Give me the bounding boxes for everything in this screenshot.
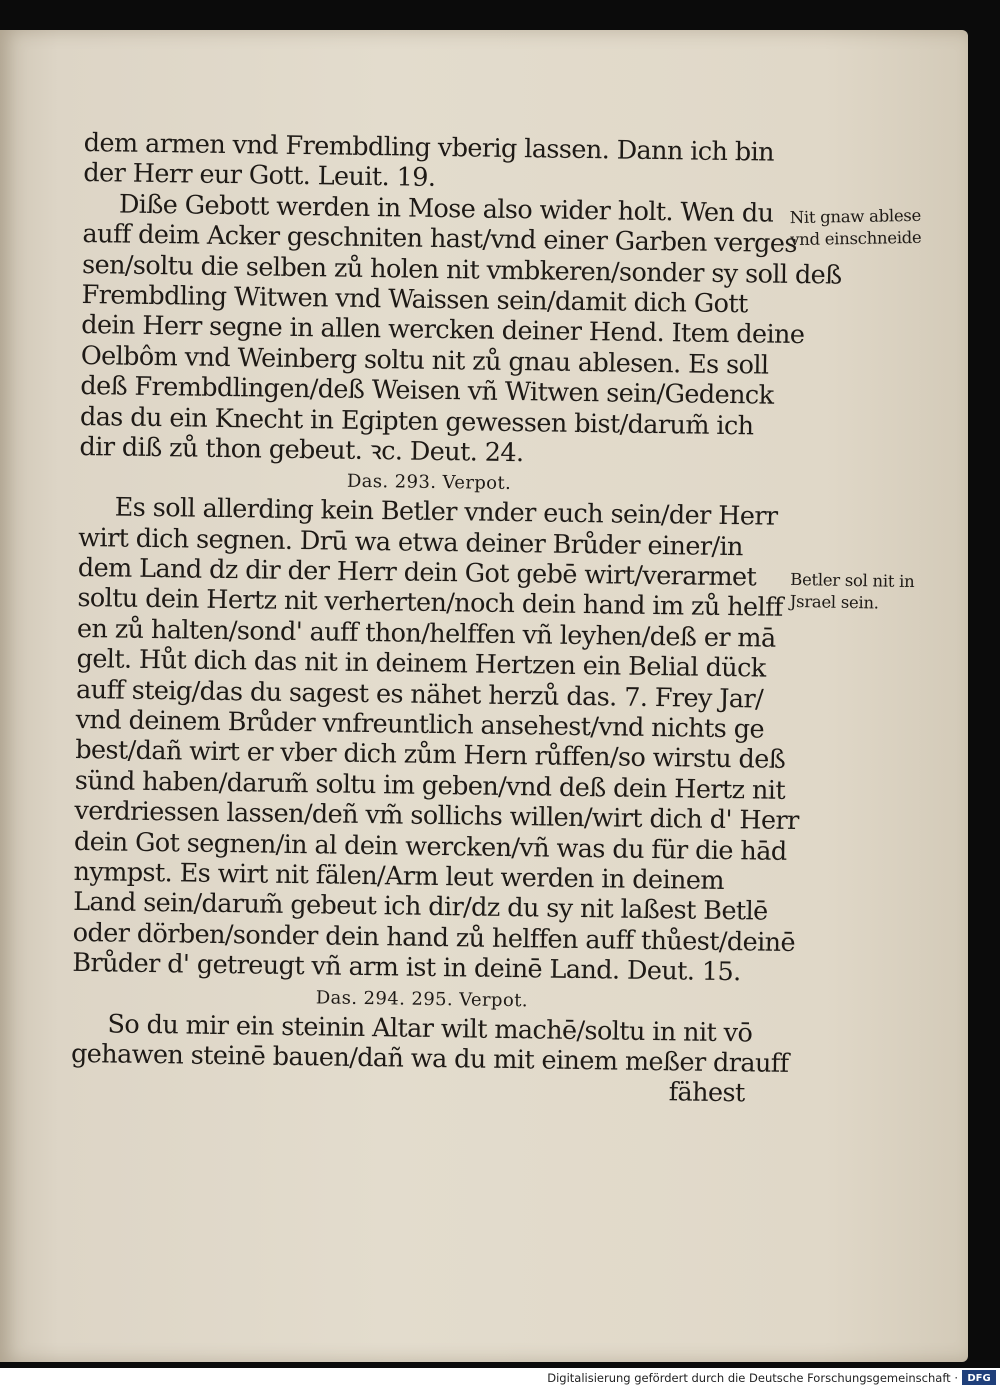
text-line: auff deim Acker geschniten hast/vnd einer Garben verges bbox=[82, 219, 798, 260]
text-line: So du mir ein steinin Altar wilt machē/soltu in nit vō bbox=[107, 1008, 753, 1048]
section-heading: Das. 294. 295. Verpot. bbox=[315, 986, 529, 1011]
margin-note-2 bbox=[790, 569, 915, 615]
margin-note-line: vnd einschneide bbox=[790, 227, 922, 250]
text-line: nympst. Es wirt nit fälen/Arm leut werden in deinem bbox=[73, 856, 725, 896]
margin-note-1 bbox=[790, 205, 922, 251]
text-line: auff steig/das du sagest es nähet herzů das. 7. Frey Jar/ bbox=[75, 674, 764, 715]
text-line: Land sein/darum̃ gebeut ich dir/dz du sy nit laßest Betlē bbox=[72, 887, 768, 927]
margin-note-line: Jsrael sein. bbox=[789, 591, 879, 613]
text-line: verdriessen lassen/deñ vm̃ sollichs willen/wirt dich d' Herr bbox=[74, 796, 799, 837]
text-line: gelt. Hůt dich das nit in deinem Hertzen ein Belial dück bbox=[76, 644, 766, 684]
text-line: Brůder d' getreugt vñ arm ist in deinē Land. Deut. 15. bbox=[72, 948, 741, 988]
text-line: sen/soltu die selben zů holen nit vmbkeren/sonder sy soll deß bbox=[81, 249, 842, 291]
text-line: deß Frembdlingen/deß Weisen vñ Witwen sein/Gedenck bbox=[80, 371, 774, 411]
text-line: Frembdling Witwen vnd Waissen sein/damit dich Gott bbox=[81, 279, 748, 320]
text-line: dein Got segnen/in al dein wercken/vñ was du für die hād bbox=[73, 826, 787, 867]
text-line: best/dañ wirt er vber dich zům Hern růffen/so wirstu deß bbox=[75, 735, 786, 776]
text-line: sünd haben/darum̃ soltu im geben/vnd deß dein Hertz nit bbox=[74, 765, 786, 806]
text-line: wirt dich segnen. Drū wa etwa deiner Brůder einer/in bbox=[78, 522, 744, 562]
margin-note-line: Nit gnaw ablese bbox=[789, 205, 922, 228]
catchword: fähest bbox=[668, 1077, 745, 1109]
funding-credit: Digitalisierung gefördert durch die Deutsche Forschungsgemeinschaft · bbox=[547, 1371, 958, 1385]
text-line: dem armen vnd Frembdling vberig lassen. Dann ich bin bbox=[83, 128, 775, 168]
text-line: dir diß zů thon gebeut. ꝛc. Deut. 24. bbox=[79, 431, 524, 469]
text-line: Diße Gebott werden in Mose also wider holt. Wen du bbox=[118, 189, 774, 229]
text-line: gehawen steinē bauen/dañ wa du mit einem meßer drauff bbox=[70, 1038, 789, 1079]
text-line: Es soll allerding kein Betler vnder euch sein/der Herr bbox=[114, 492, 778, 533]
section-heading: Das. 293. Verpot. bbox=[346, 471, 512, 495]
margin-note-line: Betler sol nit in bbox=[790, 569, 915, 592]
text-line: en zů halten/sond' auff thon/helffen vñ leyhen/deß er mā bbox=[76, 613, 776, 654]
text-line: das du ein Knecht in Egipten gewessen bist/darum̃ ich bbox=[79, 401, 754, 441]
footer-bar bbox=[0, 1368, 1000, 1388]
text-line: Oelbôm vnd Weinberg soltu nit zů gnau ablesen. Es soll bbox=[80, 340, 769, 381]
text-line: soltu dein Hertz nit verherten/noch dein hand im zů helff bbox=[77, 583, 783, 624]
text-line: der Herr eur Gott. Leuit. 19. bbox=[83, 158, 436, 194]
dfg-logo: DFG bbox=[962, 1370, 996, 1385]
text-line: vnd deinem Brůder vnfreuntlich ansehest/vnd nichts ge bbox=[75, 704, 765, 745]
text-line: dem Land dz dir der Herr dein Got gebē wirt/verarmet bbox=[77, 553, 757, 593]
text-line: dein Herr segne in allen wercken deiner Hend. Item deine bbox=[81, 310, 805, 351]
text-line: oder dörben/sonder dein hand zů helffen auff thůest/deinē bbox=[72, 917, 796, 958]
